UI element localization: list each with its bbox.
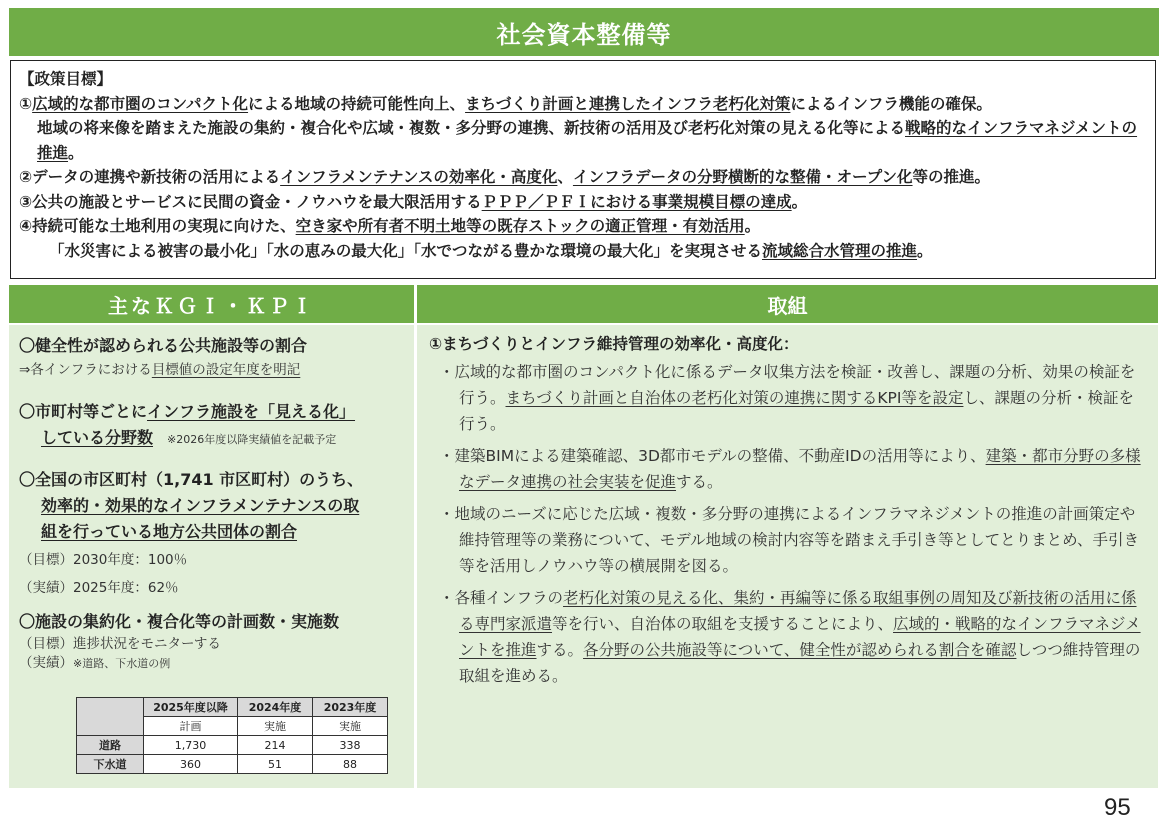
table-cell: 1,730 — [144, 736, 238, 755]
table-corner-cell — [77, 698, 144, 736]
policy-goals-box — [10, 60, 1156, 279]
table-header-cell: 2025年度以降 — [144, 698, 238, 717]
kgi-kpi-header: 主なＫＧＩ・ＫＰＩ — [9, 285, 414, 323]
kpi-4-title: 〇施設の集約化・複合化等の計画数・実施数 — [19, 612, 340, 631]
table-cell: 360 — [144, 755, 238, 774]
policy-item-2: ②データの連携や新技術の活用によるインフラメンテナンスの効率化・高度化、インフラデータの分野横断的な整備・オープン化等の推進。 — [19, 168, 991, 186]
table-cell: 88 — [313, 755, 388, 774]
table-cell: 51 — [238, 755, 313, 774]
policy-item-4-detail: 「水災害による被害の最小化」「水の恵みの最大化」「水でつながる豊かな環境の最大化」を実現させる流域総合水管理の推進。 — [49, 241, 933, 260]
policy-heading: 【政策目標】 — [19, 70, 113, 88]
table-row-label: 下水道 — [77, 755, 144, 774]
kpi-3-title: 〇全国の市区町村（1,741 市区町村）のうち、 効率的・効果的なインフラメンテナンスの取 組を行っている地方公共団体の割合 — [19, 470, 364, 541]
page-title: 社会資本整備等 — [9, 8, 1159, 56]
initiatives-header: 取組 — [417, 285, 1158, 323]
initiative-bullet-2: ・建築BIMによる建築確認、3D都市モデルの整備、不動産IDの活用等により、建築・都市分野の多様なデータ連携の社会実装を促進する。 — [439, 447, 1141, 491]
table-header-row — [77, 698, 388, 717]
initiative-bullet-1: ・広域的な都市圏のコンパクト化に係るデータ収集方法を検証・改善し、課題の分析、効果の検証を行う。まちづくり計画と自治体の老朽化対策の連携に関するKPI等を設定し、課題の分析・検証を行う。 — [439, 363, 1136, 433]
table-row — [77, 736, 388, 755]
kpi-1-sub: ⇒各インフラにおける目標値の設定年度を明記 — [19, 362, 301, 378]
table-subheader-cell: 計画 — [144, 717, 238, 736]
table-subheader-cell: 実施 — [313, 717, 388, 736]
kpi-4-target: （目標）進捗状況をモニターする — [19, 636, 221, 652]
kpi-1-title: 〇健全性が認められる公共施設等の割合 — [19, 336, 308, 355]
kpi-3-actual: （実績）2025年度：62％ — [19, 580, 179, 596]
policy-item-4: ④持続可能な土地利用の実現に向けた、空き家や所有者不明土地等の既存ストックの適正管理・有効活用。 — [19, 217, 761, 235]
policy-item-1: ①広域的な都市圏のコンパクト化による地域の持続可能性向上、まちづくり計画と連携したインフラ老朽化対策によるインフラ機能の確保。 — [19, 94, 992, 113]
kpi-4-actual: （実績）※道路、下水道の例 — [19, 655, 171, 671]
table-row — [77, 755, 388, 774]
policy-item-3: ③公共の施設とサービスに民間の資金・ノウハウを最大限活用するＰＰＰ／ＰＦＩにおける事業規模目標の達成。 — [19, 192, 808, 211]
table-subheader-cell: 実施 — [238, 717, 313, 736]
facility-plan-table — [76, 697, 388, 774]
table-cell: 214 — [238, 736, 313, 755]
page-number: 95 — [1104, 794, 1131, 821]
table-row-label: 道路 — [77, 736, 144, 755]
kpi-3-target: （目標）2030年度：100％ — [19, 552, 188, 568]
initiative-bullet-3: ・地域のニーズに応じた広域・複数・多分野の連携によるインフラマネジメントの推進の計画策定や維持管理等の業務について、モデル地域の検討内容等を踏まえ手引き等としてとりまとめ、手引き等を活用しノウハウ等の横展開を図る。 — [439, 505, 1139, 575]
initiatives-panel — [417, 325, 1158, 788]
initiative-heading: ①まちづくりとインフラ維持管理の効率化・高度化： — [429, 335, 799, 353]
table-header-cell: 2023年度 — [313, 698, 388, 717]
initiative-bullet-4: ・各種インフラの老朽化対策の見える化、集約・再編等に係る取組事例の周知及び新技術の活用に係る専門家派遣等を行い、自治体の取組を支援することにより、広域的・戦略的なインフラマネジメントを推進する。各分野の公共施設等について、健全性が認められる割合を確認しつつ維持管理の取組を進める。 — [439, 589, 1141, 685]
kpi-2-note: ※2026年度以降実績値を記載予定 — [167, 433, 337, 446]
table-header-cell: 2024年度 — [238, 698, 313, 717]
policy-item-1-detail: 地域の将来像を踏まえた施設の集約・複合化や広域・複数・多分野の連携、新技術の活用及び老朽化対策の見える化等による戦略的なインフラマネジメントの推進。 — [37, 119, 1138, 162]
table-cell: 338 — [313, 736, 388, 755]
kpi-2-title: 〇市町村等ごとにインフラ施設を「見える化」 している分野数 ※2026年度以降実績値を記載予定 — [19, 402, 356, 447]
